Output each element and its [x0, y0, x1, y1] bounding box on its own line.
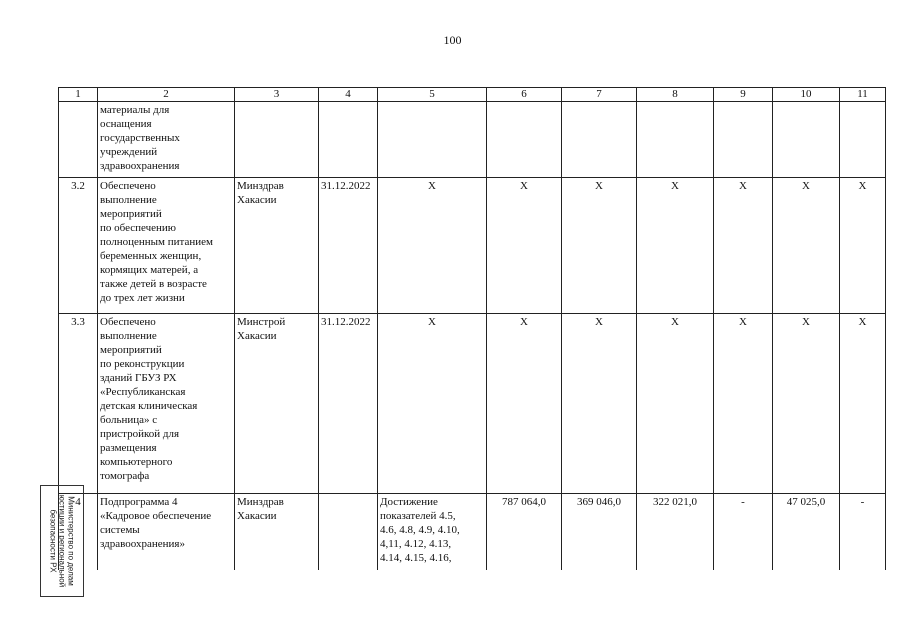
program-table — [58, 87, 886, 570]
responsible-cell — [235, 102, 319, 178]
header-cell: 6 — [487, 88, 562, 102]
header-cell: 2 — [98, 88, 235, 102]
header-row — [59, 88, 886, 102]
header-cell: 10 — [773, 88, 840, 102]
value-cell: 787 064,0 — [487, 494, 562, 570]
value-cell: Х — [714, 178, 773, 314]
responsible-cell: Минздрав Хакасии — [235, 494, 319, 570]
row-number-cell: 3.2 — [59, 178, 98, 314]
header-cell: 3 — [235, 88, 319, 102]
table-row — [59, 314, 886, 494]
deadline-cell: 31.12.2022 — [319, 178, 378, 314]
value-cell: 47 025,0 — [773, 494, 840, 570]
value-cell: Х — [773, 178, 840, 314]
indicator-cell: Достижение показателей 4.5, 4.6, 4.8, 4.9, 4.10, 4,11, 4.12, 4.13, 4.14, 4.15, 4.16, — [378, 494, 487, 570]
value-cell — [637, 102, 714, 178]
deadline-cell — [319, 102, 378, 178]
value-cell: Х — [637, 178, 714, 314]
description-cell: Подпрограмма 4 «Кадровое обеспечение системы здравоохранения» — [98, 494, 235, 570]
value-cell — [773, 102, 840, 178]
row-number-cell: 3.3 — [59, 314, 98, 494]
registration-stamp — [40, 485, 84, 597]
deadline-cell: 31.12.2022 — [319, 314, 378, 494]
value-cell: - — [714, 494, 773, 570]
header-cell: 5 — [378, 88, 487, 102]
value-cell: Х — [378, 178, 487, 314]
description-cell: Обеспечено выполнение мероприятий по реконструкции зданий ГБУЗ РХ «Республиканская детская клиническая больница» с пристройкой для размещения компьютерного томографа — [98, 314, 235, 494]
header-cell: 8 — [637, 88, 714, 102]
value-cell — [714, 102, 773, 178]
value-cell: 322 021,0 — [637, 494, 714, 570]
description-cell: Обеспечено выполнение мероприятий по обеспечению полноценным питанием беременных женщин, кормящих матерей, а также детей в возрасте до трех лет жизни — [98, 178, 235, 314]
value-cell: Х — [840, 178, 886, 314]
deadline-cell — [319, 494, 378, 570]
value-cell — [562, 102, 637, 178]
description-cell: материалы для оснащения государственных учреждений здравоохранения — [98, 102, 235, 178]
header-cell: 11 — [840, 88, 886, 102]
value-cell — [487, 102, 562, 178]
responsible-cell: Минстрой Хакасии — [235, 314, 319, 494]
table-row — [59, 178, 886, 314]
value-cell: Х — [378, 314, 487, 494]
value-cell: Х — [562, 178, 637, 314]
value-cell: Х — [714, 314, 773, 494]
header-cell: 1 — [59, 88, 98, 102]
page-number: 100 — [443, 33, 462, 47]
row-number-cell — [59, 102, 98, 178]
value-cell: Х — [773, 314, 840, 494]
stamp-text: Министерство по делам юстиции и региональной безопасности РХ — [48, 494, 76, 588]
value-cell: Х — [840, 314, 886, 494]
value-cell: Х — [487, 178, 562, 314]
header-cell: 7 — [562, 88, 637, 102]
indicator-cell — [378, 102, 487, 178]
row-number-cell: 4 — [59, 494, 98, 570]
table-row — [59, 494, 886, 570]
responsible-cell: Минздрав Хакасии — [235, 178, 319, 314]
value-cell: Х — [562, 314, 637, 494]
table-row — [59, 102, 886, 178]
value-cell: Х — [487, 314, 562, 494]
value-cell: 369 046,0 — [562, 494, 637, 570]
header-cell: 9 — [714, 88, 773, 102]
value-cell: Х — [637, 314, 714, 494]
value-cell: - — [840, 494, 886, 570]
header-cell: 4 — [319, 88, 378, 102]
value-cell — [840, 102, 886, 178]
